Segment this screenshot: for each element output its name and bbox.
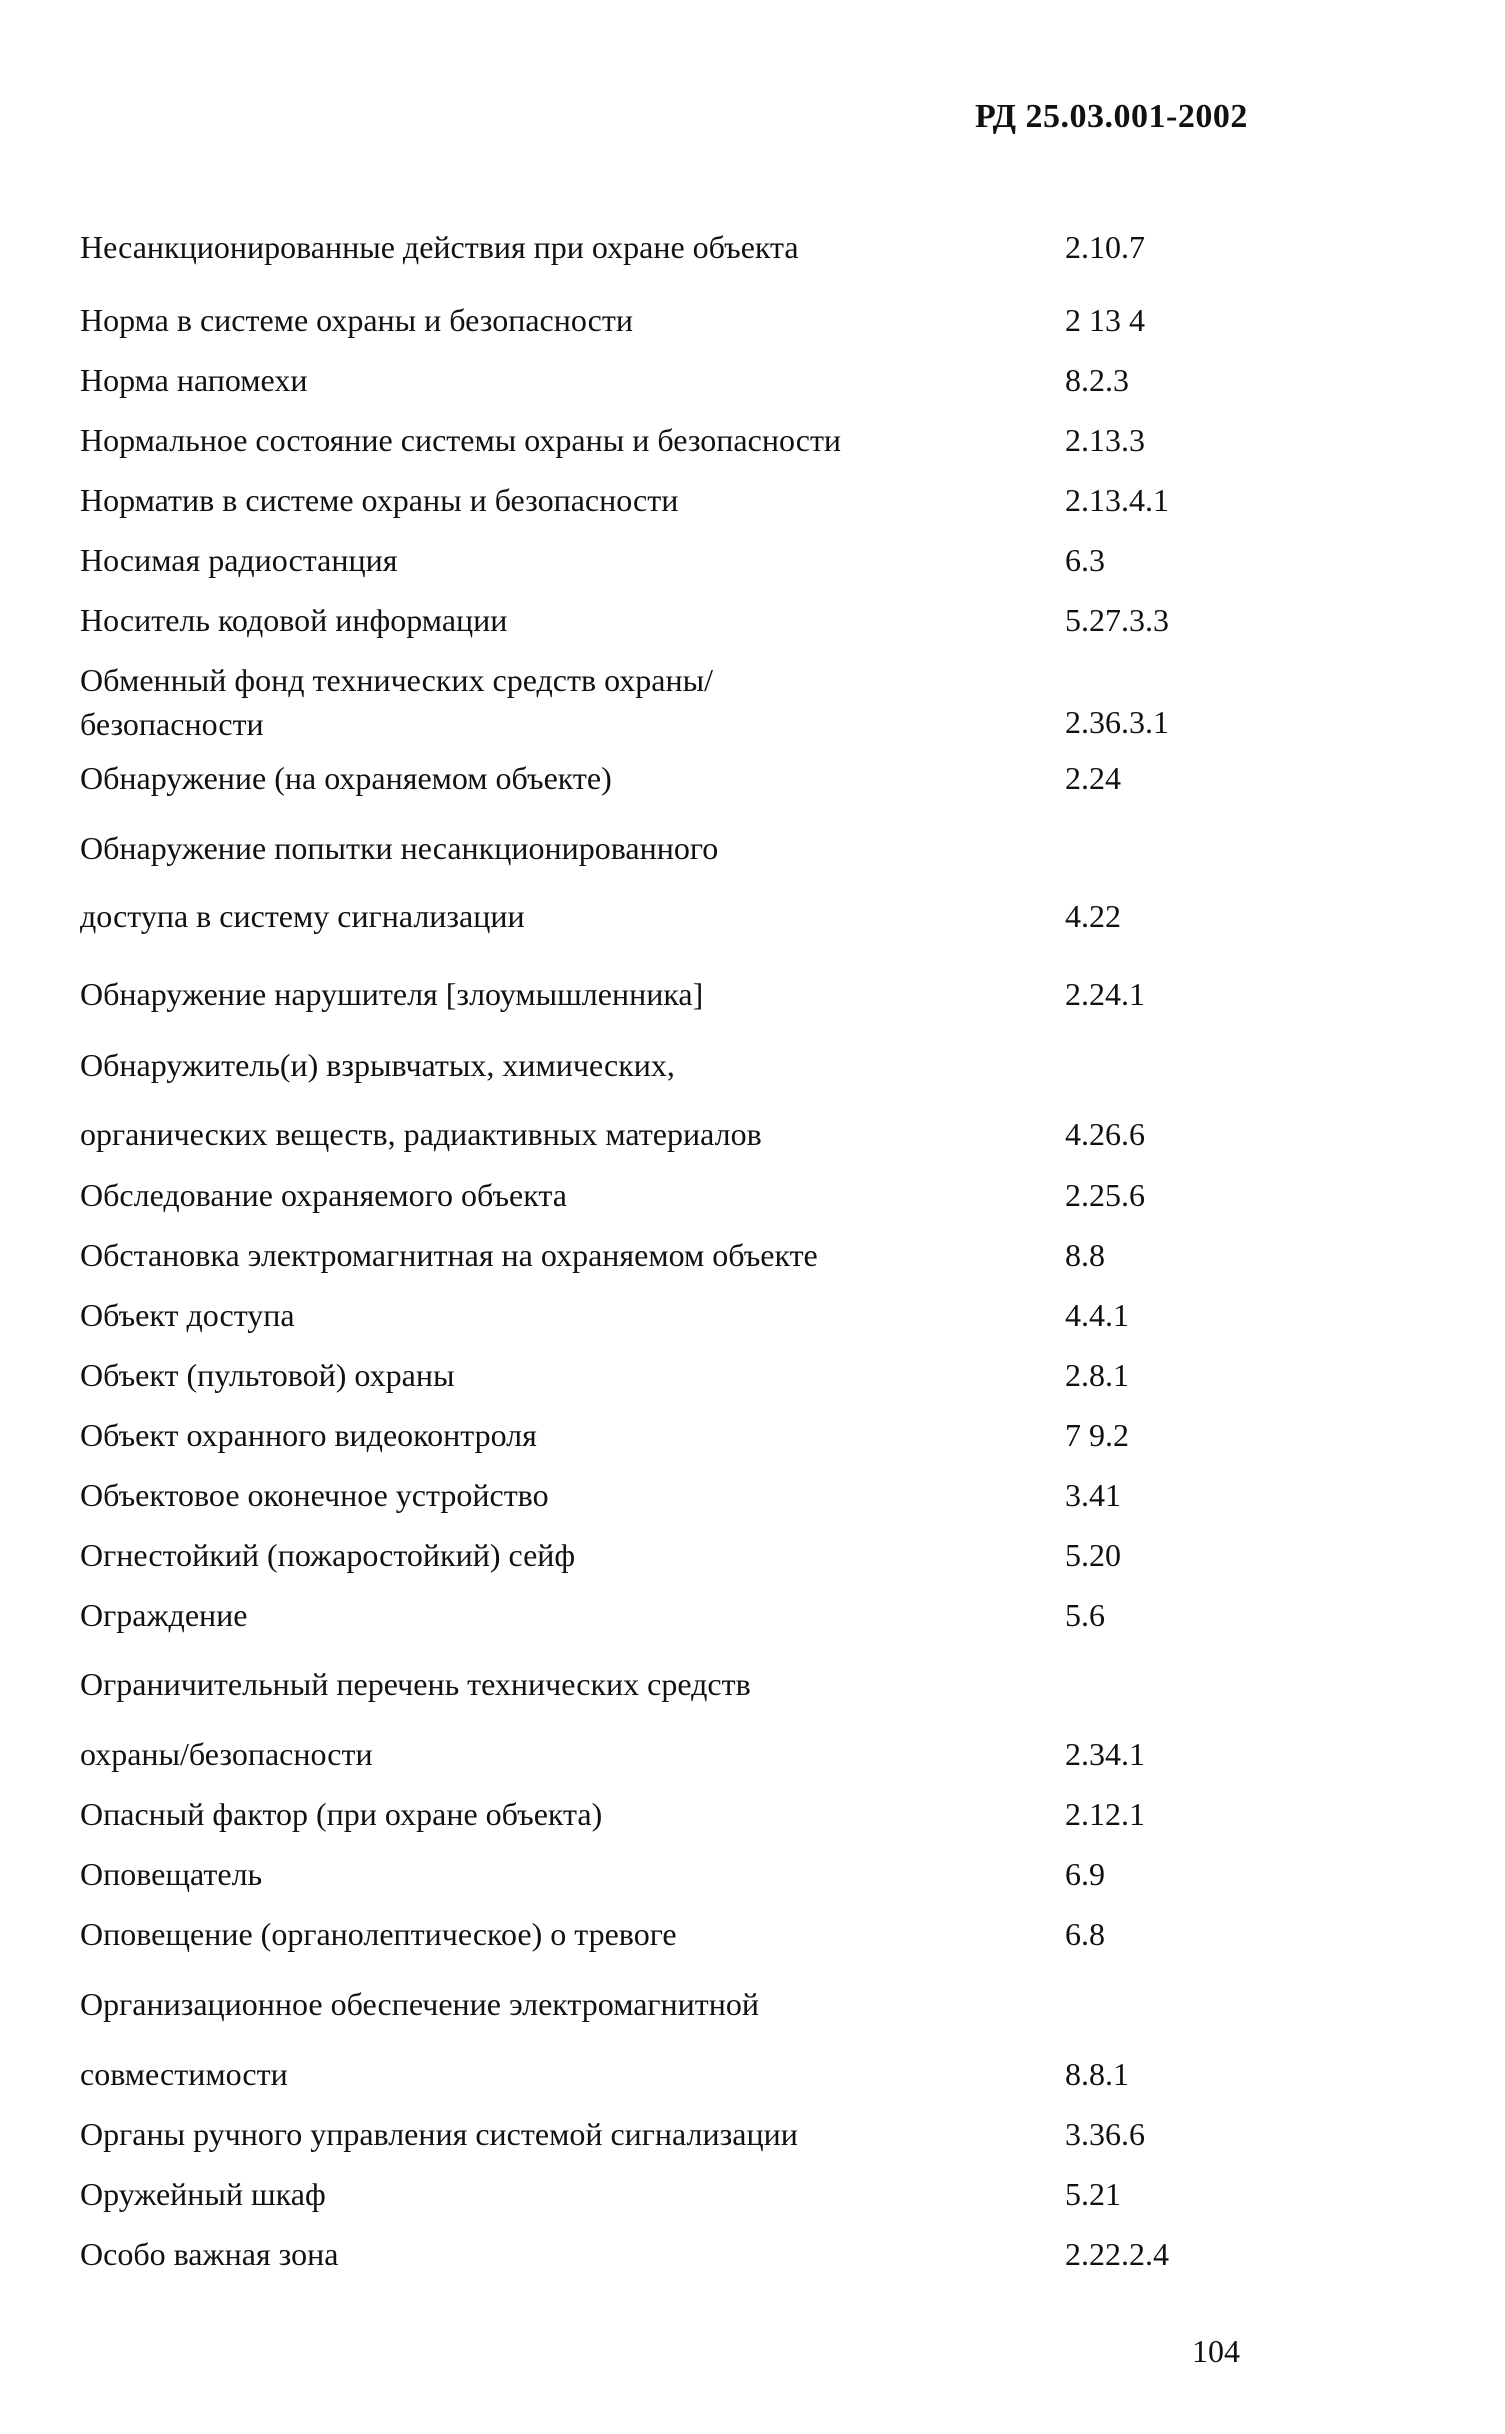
index-term: Обнаружение (на охраняемом объекте) — [80, 760, 612, 796]
index-term: Ограничительный перечень технических средств — [80, 1666, 751, 1702]
index-ref: 2.22.2.4 — [1065, 2236, 1169, 2272]
index-term: Обменный фонд технических средств охраны/ безопасности — [80, 662, 714, 742]
index-term: Обстановка электромагнитная на охраняемом объекте — [80, 1237, 818, 1273]
index-term: Объектовое оконечное устройство — [80, 1477, 549, 1513]
index-term: совместимости — [80, 2056, 288, 2092]
index-term: Объект доступа — [80, 1297, 295, 1333]
index-term: Носитель кодовой информации — [80, 602, 508, 638]
index-ref: 2.13.3 — [1065, 422, 1145, 458]
index-term: Несанкционированные действия при охране объекта — [80, 229, 799, 265]
index-term: Особо важная зона — [80, 2236, 339, 2272]
index-term: Нормальное состояние системы охраны и безопасности — [80, 422, 842, 458]
index-ref: 7 9.2 — [1065, 1417, 1129, 1453]
index-term: Носимая радиостанция — [80, 542, 398, 578]
index-term: органических веществ, радиактивных материалов — [80, 1116, 762, 1152]
index-ref: 2.36.3.1 — [1065, 704, 1169, 740]
index-term: Оповещатель — [80, 1856, 263, 1892]
index-ref: 8.8.1 — [1065, 2056, 1129, 2092]
index-ref: 3.36.6 — [1065, 2116, 1145, 2152]
index-term: Норма напомехи — [80, 362, 308, 398]
index-term: Обнаружитель(и) взрывчатых, химических, — [80, 1047, 675, 1083]
index-term: Объект охранного видеоконтроля — [80, 1417, 537, 1453]
index-ref: 2.24 — [1065, 760, 1121, 796]
index-term: Объект (пультовой) охраны — [80, 1357, 455, 1393]
index-ref: 2.8.1 — [1065, 1357, 1129, 1393]
index-ref: 2.25.6 — [1065, 1177, 1145, 1213]
index-ref: 5.6 — [1065, 1597, 1105, 1633]
index-ref: 3.41 — [1065, 1477, 1121, 1513]
index-term: Обнаружение попытки несанкционированного — [80, 830, 719, 866]
index-ref: 5.21 — [1065, 2176, 1121, 2212]
index-term: Опасный фактор (при охране объекта) — [80, 1796, 603, 1832]
index-ref: 4.26.6 — [1065, 1116, 1145, 1152]
index-ref: 6.3 — [1065, 542, 1105, 578]
page-number: 104 — [1192, 2333, 1240, 2369]
index-ref: 4.4.1 — [1065, 1297, 1129, 1333]
index-ref: 5.20 — [1065, 1537, 1121, 1573]
index-term: Обследование охраняемого объекта — [80, 1177, 567, 1213]
index-term: Ограждение — [80, 1597, 248, 1633]
index-term: Оповещение (органолептическое) о тревоге — [80, 1916, 677, 1952]
index-term: Норматив в системе охраны и безопасности — [80, 482, 679, 518]
index-term: Огнестойкий (пожаростойкий) сейф — [80, 1537, 576, 1573]
index-ref: 2.24.1 — [1065, 976, 1145, 1012]
index-ref: 6.8 — [1065, 1916, 1105, 1952]
index-term: охраны/безопасности — [80, 1736, 373, 1772]
index-ref: 2.10.7 — [1065, 229, 1145, 265]
index-term: Органы ручного управления системой сигнализации — [80, 2116, 798, 2152]
document-code: РД 25.03.001-2002 — [975, 98, 1248, 135]
index-ref: 2.34.1 — [1065, 1736, 1145, 1772]
index-ref: 2 13 4 — [1065, 302, 1145, 338]
index-ref: 2.13.4.1 — [1065, 482, 1169, 518]
index-term: Организационное обеспечение электромагнитной — [80, 1986, 760, 2022]
index-ref: 8.8 — [1065, 1237, 1105, 1273]
index-term: Норма в системе охраны и безопасности — [80, 302, 633, 338]
index-ref: 5.27.3.3 — [1065, 602, 1169, 638]
index-term: доступа в систему сигнализации — [80, 898, 525, 934]
index-ref: 8.2.3 — [1065, 362, 1129, 398]
index-term: Оружейный шкаф — [80, 2176, 326, 2212]
index-term: Обнаружение нарушителя [злоумышленника] — [80, 976, 704, 1012]
index-ref: 4.22 — [1065, 898, 1121, 934]
index-ref: 6.9 — [1065, 1856, 1105, 1892]
index-ref: 2.12.1 — [1065, 1796, 1145, 1832]
